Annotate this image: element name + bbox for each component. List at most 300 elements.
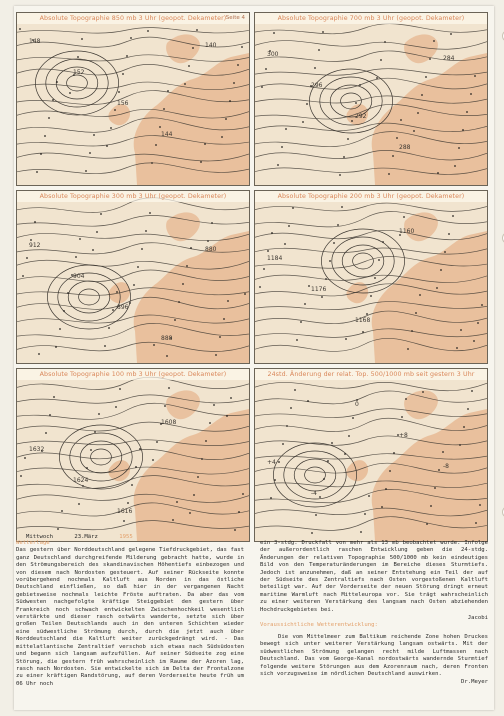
station-dot: [401, 416, 403, 418]
isoline-label: 292: [355, 113, 367, 120]
station-dot: [137, 266, 139, 268]
station-dot: [163, 108, 165, 110]
station-dot: [200, 161, 202, 163]
station-dot: [286, 425, 288, 427]
station-dot: [196, 29, 198, 31]
station-dot: [90, 449, 92, 451]
station-dot: [385, 488, 387, 490]
map-panel-300mb[interactable]: [16, 190, 250, 364]
station-dot: [172, 519, 174, 521]
station-dot: [417, 112, 419, 114]
station-dot: [226, 415, 228, 417]
station-dot: [92, 249, 94, 251]
closed-isoline: [79, 289, 100, 305]
closed-isoline: [305, 467, 326, 483]
station-dot: [323, 478, 325, 480]
station-dot: [278, 461, 280, 463]
station-dot: [311, 532, 313, 534]
station-dot: [277, 164, 279, 166]
map-grid: [16, 12, 488, 540]
isoline: [255, 203, 487, 211]
station-dot: [57, 528, 59, 530]
isoline-label: 912: [29, 242, 41, 249]
station-dot: [327, 460, 329, 462]
closed-isoline: [68, 281, 110, 313]
isoline-label: 284: [443, 55, 455, 62]
isoline-label: 1608: [161, 419, 177, 426]
station-dot: [141, 248, 143, 250]
station-dot: [118, 91, 120, 93]
station-dot: [153, 344, 155, 346]
station-dot: [151, 162, 153, 164]
station-dot: [49, 414, 51, 416]
station-dot: [98, 413, 100, 415]
station-dot: [112, 309, 114, 311]
isoline-label: 1632: [29, 446, 45, 453]
isoline-map: [17, 369, 249, 541]
station-dot: [131, 484, 133, 486]
station-dot: [347, 138, 349, 140]
station-dot: [55, 346, 57, 348]
station-dot: [306, 103, 308, 105]
isoline-label: 888: [161, 335, 173, 342]
station-dot: [127, 502, 129, 504]
map-panel-200mb[interactable]: [254, 190, 488, 364]
station-dot: [244, 293, 246, 295]
isoline-label: +8: [399, 432, 408, 439]
station-dot: [176, 501, 178, 503]
station-dot: [129, 302, 131, 304]
isoline: [17, 232, 249, 241]
station-dot: [284, 243, 286, 245]
station-dot: [135, 466, 137, 468]
panel-title: Absolute Topographie 100 mb 3 Uhr (geopot. Dekameter): [17, 369, 249, 380]
station-dot: [307, 400, 309, 402]
closed-isoline: [294, 459, 336, 491]
station-dot: [436, 287, 438, 289]
isoline-map: [17, 191, 249, 363]
station-dot: [444, 251, 446, 253]
land-mass: [372, 231, 487, 363]
station-dot: [78, 503, 80, 505]
station-dot: [370, 295, 372, 297]
station-dot: [59, 328, 61, 330]
station-dot: [393, 452, 395, 454]
station-dot: [403, 216, 405, 218]
land-mass: [346, 460, 368, 481]
station-dot: [36, 171, 38, 173]
station-dot: [233, 82, 235, 84]
station-dot: [364, 513, 366, 515]
closed-isoline: [91, 449, 112, 465]
station-dot: [227, 300, 229, 302]
isoline-map: [255, 13, 487, 185]
station-dot: [53, 396, 55, 398]
station-dot: [405, 398, 407, 400]
station-dot: [430, 505, 432, 507]
station-dot: [331, 442, 333, 444]
isoline-label: -4: [311, 490, 317, 497]
station-dot: [466, 111, 468, 113]
station-dot: [344, 453, 346, 455]
station-dot: [166, 355, 168, 357]
land-mass: [372, 409, 487, 541]
closed-isoline: [273, 443, 356, 507]
station-dot: [343, 156, 345, 158]
station-dot: [211, 222, 213, 224]
station-dot: [374, 277, 376, 279]
station-dot: [225, 118, 227, 120]
section-label-weather-situation: Wetterlage: [16, 540, 50, 546]
station-dot: [318, 49, 320, 51]
station-dot: [114, 109, 116, 111]
station-dot: [282, 443, 284, 445]
station-dot: [155, 144, 157, 146]
station-dot: [168, 387, 170, 389]
isoline: [17, 55, 249, 61]
station-dot: [147, 30, 149, 32]
station-dot: [213, 404, 215, 406]
station-dot: [319, 496, 321, 498]
isoline-map: [255, 191, 487, 363]
station-dot: [437, 172, 439, 174]
station-dot: [341, 206, 343, 208]
isoline-label: 148: [29, 38, 41, 45]
station-dot: [421, 94, 423, 96]
station-dot: [79, 238, 81, 240]
station-dot: [26, 257, 28, 259]
station-dot: [123, 520, 125, 522]
station-dot: [22, 275, 24, 277]
isoline-label: 152: [73, 69, 85, 76]
station-dot: [302, 121, 304, 123]
station-dot: [290, 407, 292, 409]
panel-title: 24std. Änderung der relat. Top. 500/1000 mb seit gestern 3 Uhr: [255, 369, 487, 380]
land-mass: [404, 390, 438, 419]
station-dot: [242, 493, 244, 495]
station-dot: [188, 65, 190, 67]
station-dot: [281, 146, 283, 148]
isoline-label: 1624: [73, 477, 89, 484]
isoline-label: 144: [161, 131, 173, 138]
station-dot: [40, 153, 42, 155]
station-dot: [475, 522, 477, 524]
station-dot: [93, 134, 95, 136]
station-dot: [477, 322, 479, 324]
station-dot: [116, 291, 118, 293]
isoline-map: [255, 369, 487, 541]
station-dot: [351, 120, 353, 122]
station-dot: [89, 152, 91, 154]
station-dot: [96, 231, 98, 233]
isoline-label: 156: [117, 100, 129, 107]
station-dot: [359, 84, 361, 86]
station-dot: [411, 330, 413, 332]
station-dot: [322, 31, 324, 33]
text-area: [16, 534, 488, 708]
station-dot: [321, 296, 323, 298]
isoline: [17, 28, 249, 34]
station-dot: [52, 99, 54, 101]
station-dot: [48, 117, 50, 119]
station-dot: [82, 485, 84, 487]
isoline-label: 1160: [399, 228, 415, 235]
station-dot: [360, 531, 362, 533]
station-dot: [442, 451, 444, 453]
station-dot: [470, 93, 472, 95]
station-dot: [192, 47, 194, 49]
station-dot: [261, 86, 263, 88]
station-dot: [20, 475, 22, 477]
station-dot: [474, 75, 476, 77]
station-dot: [471, 390, 473, 392]
station-dot: [348, 435, 350, 437]
station-dot: [94, 431, 96, 433]
station-dot: [61, 510, 63, 512]
station-dot: [178, 301, 180, 303]
station-dot: [241, 46, 243, 48]
isoline-label: 1616: [117, 508, 133, 515]
station-dot: [479, 504, 481, 506]
station-dot: [392, 155, 394, 157]
panel-title: Absolute Topographie 200 mb 3 Uhr (geopot. Dekameter): [255, 191, 487, 202]
station-dot: [186, 265, 188, 267]
station-dot: [159, 126, 161, 128]
isoline: [255, 212, 487, 227]
station-dot: [219, 336, 221, 338]
station-dot: [110, 127, 112, 129]
author-signature: Jacobi: [467, 615, 488, 622]
station-dot: [415, 312, 417, 314]
station-dot: [81, 38, 83, 40]
station-dot: [115, 406, 117, 408]
station-dot: [433, 40, 435, 42]
date: 23.März: [74, 534, 98, 540]
station-dot: [376, 77, 378, 79]
isoline: [255, 409, 487, 418]
station-dot: [215, 354, 217, 356]
station-dot: [355, 102, 357, 104]
map-panel-relative-topography-change[interactable]: [254, 368, 488, 542]
isoline-label: 904: [73, 273, 85, 280]
station-dot: [104, 345, 106, 347]
station-dot: [259, 286, 261, 288]
isoline-label: 0: [355, 401, 359, 408]
station-dot: [149, 212, 151, 214]
station-dot: [285, 128, 287, 130]
station-dot: [314, 67, 316, 69]
station-dot: [230, 397, 232, 399]
isoline: [255, 230, 487, 239]
station-dot: [145, 230, 147, 232]
station-dot: [459, 444, 461, 446]
station-dot: [67, 292, 69, 294]
station-dot: [164, 405, 166, 407]
station-dot: [463, 426, 465, 428]
station-dot: [133, 284, 135, 286]
station-dot: [34, 221, 36, 223]
station-dot: [86, 467, 88, 469]
station-dot: [292, 207, 294, 209]
isoline: [17, 395, 249, 403]
station-dot: [207, 240, 209, 242]
weather-situation-continued: ein 3-stdg. Druckfall von mehr als 13 mb beobachtet wurde. Infolge der außerordentlich raschen Entwicklung geben die 24-stdg. Änderungen der relativen Topographie 500/1000 mb kein eindeutiges Bild von den Temperaturänderungen im Bereiche dieses Sturmtiefs. Jedoch ist anzunehmen, daß an seiner Entstehung ein Teil der auf der Südseite des Zentraltiefs nach Osten vorgestoßenen Kaltluft beteiligt war. Auf der Vorderseite der neuen Störung dringt erneut maritime Warmluft nach Mitteleuropa vor. Sie trägt wahrscheinlich zu einer weiteren Verstärkung des langsam nach Osten abziehenden Hochdruckgebietes bei.: [260, 540, 488, 613]
isoline-label: 896: [117, 304, 129, 311]
station-dot: [450, 33, 452, 35]
station-dot: [440, 269, 442, 271]
weather-situation-text: Das gestern über Norddeutschland gelegene Tiefdruckgebiet, das fast ganz Deutschland durchgreifende Milderung gebracht hatte, wurde in den Strömungsbereich des skandinavischen Höhentiefs einbezogen und von diesem nach Nordosten gesteuert. Auf seiner Rückseite konnte vorübergehend nochmals Kaltluft aus Norden in das östliche Deutschland einfließen, so daß hier in der vergangenen Nacht gebietsweise nochmals leichte Fröste auftraten. Da aber das vom Südwesten nachgefolgte kräftige Steiggebiet den gestern über Frankreich noch schwach entwickelten Zwischenhochkeil wesentlich verstärkte und dieser rasch ostwärts wanderte, setzte sich über großen Teilen Deutschlands auch in den unteren Schichten wieder eine südwestliche Strömung durch, durch die jetzt auch über Norddeutschland die Kaltluft weiter zurückgedrängt wird. - Das mittelatlantische Zentraltief verschob sich etwas nach Südsüdosten und begann sich langsam aufzufüllen. Auf seiner Südseite zog eine Störung, die gestern früh wahrscheinlich im Raume der Azoren lag, rasch nach Nordosten. Sie entwickelte sich im Delta der Frontalzone zu einer kräftigen Randstörung, auf deren Vorderseite heute früh um 06 Uhr noch: [16, 547, 244, 687]
station-dot: [189, 512, 191, 514]
isoline-map: [17, 13, 249, 185]
station-dot: [24, 457, 26, 459]
station-dot: [434, 487, 436, 489]
station-dot: [429, 58, 431, 60]
land-mass: [404, 212, 438, 241]
map-panel-850mb[interactable]: [16, 12, 250, 186]
station-dot: [407, 348, 409, 350]
station-dot: [63, 310, 65, 312]
station-dot: [462, 129, 464, 131]
station-dot: [304, 303, 306, 305]
closed-isoline: [67, 75, 88, 91]
station-dot: [174, 319, 176, 321]
station-dot: [130, 37, 132, 39]
station-dot: [184, 83, 186, 85]
station-dot: [204, 143, 206, 145]
station-dot: [315, 514, 317, 516]
station-dot: [75, 256, 77, 258]
station-dot: [237, 64, 239, 66]
station-dot: [467, 408, 469, 410]
station-dot: [139, 448, 141, 450]
station-dot: [381, 506, 383, 508]
isoline-label: -8: [443, 463, 449, 470]
station-dot: [122, 73, 124, 75]
isoline-label: 296: [311, 82, 323, 89]
closed-isoline: [353, 253, 374, 269]
station-dot: [30, 239, 32, 241]
station-dot: [333, 242, 335, 244]
station-dot: [238, 511, 240, 513]
station-dot: [345, 338, 347, 340]
station-dot: [396, 137, 398, 139]
station-dot: [197, 476, 199, 478]
station-dot: [106, 145, 108, 147]
station-dot: [156, 441, 158, 443]
station-dot: [378, 259, 380, 261]
station-dot: [190, 247, 192, 249]
station-dot: [329, 260, 331, 262]
station-dot: [388, 173, 390, 175]
left-column: [16, 540, 244, 688]
map-panel-100mb[interactable]: [16, 368, 250, 542]
station-dot: [270, 497, 272, 499]
land-mass: [134, 53, 249, 185]
right-column: [260, 540, 488, 687]
station-dot: [182, 283, 184, 285]
station-dot: [419, 294, 421, 296]
station-dot: [438, 469, 440, 471]
station-dot: [193, 494, 195, 496]
closed-isoline: [342, 245, 384, 277]
station-dot: [352, 417, 354, 419]
station-dot: [400, 119, 402, 121]
station-dot: [337, 224, 339, 226]
station-dot: [308, 285, 310, 287]
isoline-label: 140: [205, 42, 217, 49]
station-dot: [19, 28, 21, 30]
station-dot: [234, 529, 236, 531]
station-dot: [481, 304, 483, 306]
map-panel-700mb[interactable]: [254, 12, 488, 186]
isoline-label: 1184: [267, 255, 283, 262]
station-dot: [448, 233, 450, 235]
station-dot: [100, 213, 102, 215]
station-dot: [300, 321, 302, 323]
year: 1955: [119, 534, 133, 540]
station-dot: [473, 340, 475, 342]
weekday: Mittwoch: [26, 534, 53, 540]
closed-isoline: [46, 59, 108, 107]
forecast-text: Die vom Mittelmeer zum Baltikum reichende Zone hohen Druckes bewegt sich unter weiterer Verstärkung langsam ostwärts. Mit der südwestlichen Strömung gelangen recht milde Luftmassen nach Deutschland. Das vom George-Kanal nordostwärts wandernde Sturmtief folgende weitere Störungen aus dem Azorenraum nach, deren Fronten sich vorzugsweise im nördlichen Deutschland auswirken.: [260, 633, 488, 677]
station-dot: [288, 225, 290, 227]
isoline-label: +4: [267, 459, 276, 466]
station-dot: [380, 59, 382, 61]
isoline: [255, 24, 487, 34]
isoline-label: 288: [399, 144, 411, 151]
land-mass: [166, 390, 200, 419]
isoline: [255, 391, 487, 404]
station-dot: [229, 100, 231, 102]
station-dot: [56, 81, 58, 83]
station-dot: [325, 278, 327, 280]
station-dot: [366, 313, 368, 315]
station-dot: [38, 353, 40, 355]
station-dot: [389, 470, 391, 472]
station-dot: [456, 347, 458, 349]
station-dot: [271, 232, 273, 234]
station-dot: [223, 318, 225, 320]
station-dot: [458, 147, 460, 149]
station-dot: [152, 459, 154, 461]
station-dot: [209, 422, 211, 424]
station-dot: [454, 165, 456, 167]
station-dot: [452, 215, 454, 217]
station-dot: [362, 331, 364, 333]
station-dot: [45, 432, 47, 434]
station-dot: [339, 174, 341, 176]
station-dot: [77, 56, 79, 58]
station-dot: [384, 41, 386, 43]
isoline-label: 300: [267, 51, 279, 58]
station-dot: [221, 136, 223, 138]
station-dot: [126, 55, 128, 57]
isoline-label: 1168: [355, 317, 371, 324]
station-dot: [69, 92, 71, 94]
station-dot: [85, 170, 87, 172]
isoline-label: 880: [205, 246, 217, 253]
station-dot: [44, 135, 46, 137]
station-dot: [413, 130, 415, 132]
isoline-label: 1176: [311, 286, 327, 293]
station-dot: [422, 391, 424, 393]
station-dot: [296, 339, 298, 341]
station-dot: [274, 479, 276, 481]
panel-title: Absolute Topographie 700 mb 3 Uhr (geopot. Dekameter): [255, 13, 487, 24]
station-dot: [267, 250, 269, 252]
land-mass: [166, 34, 200, 63]
station-dot: [425, 76, 427, 78]
